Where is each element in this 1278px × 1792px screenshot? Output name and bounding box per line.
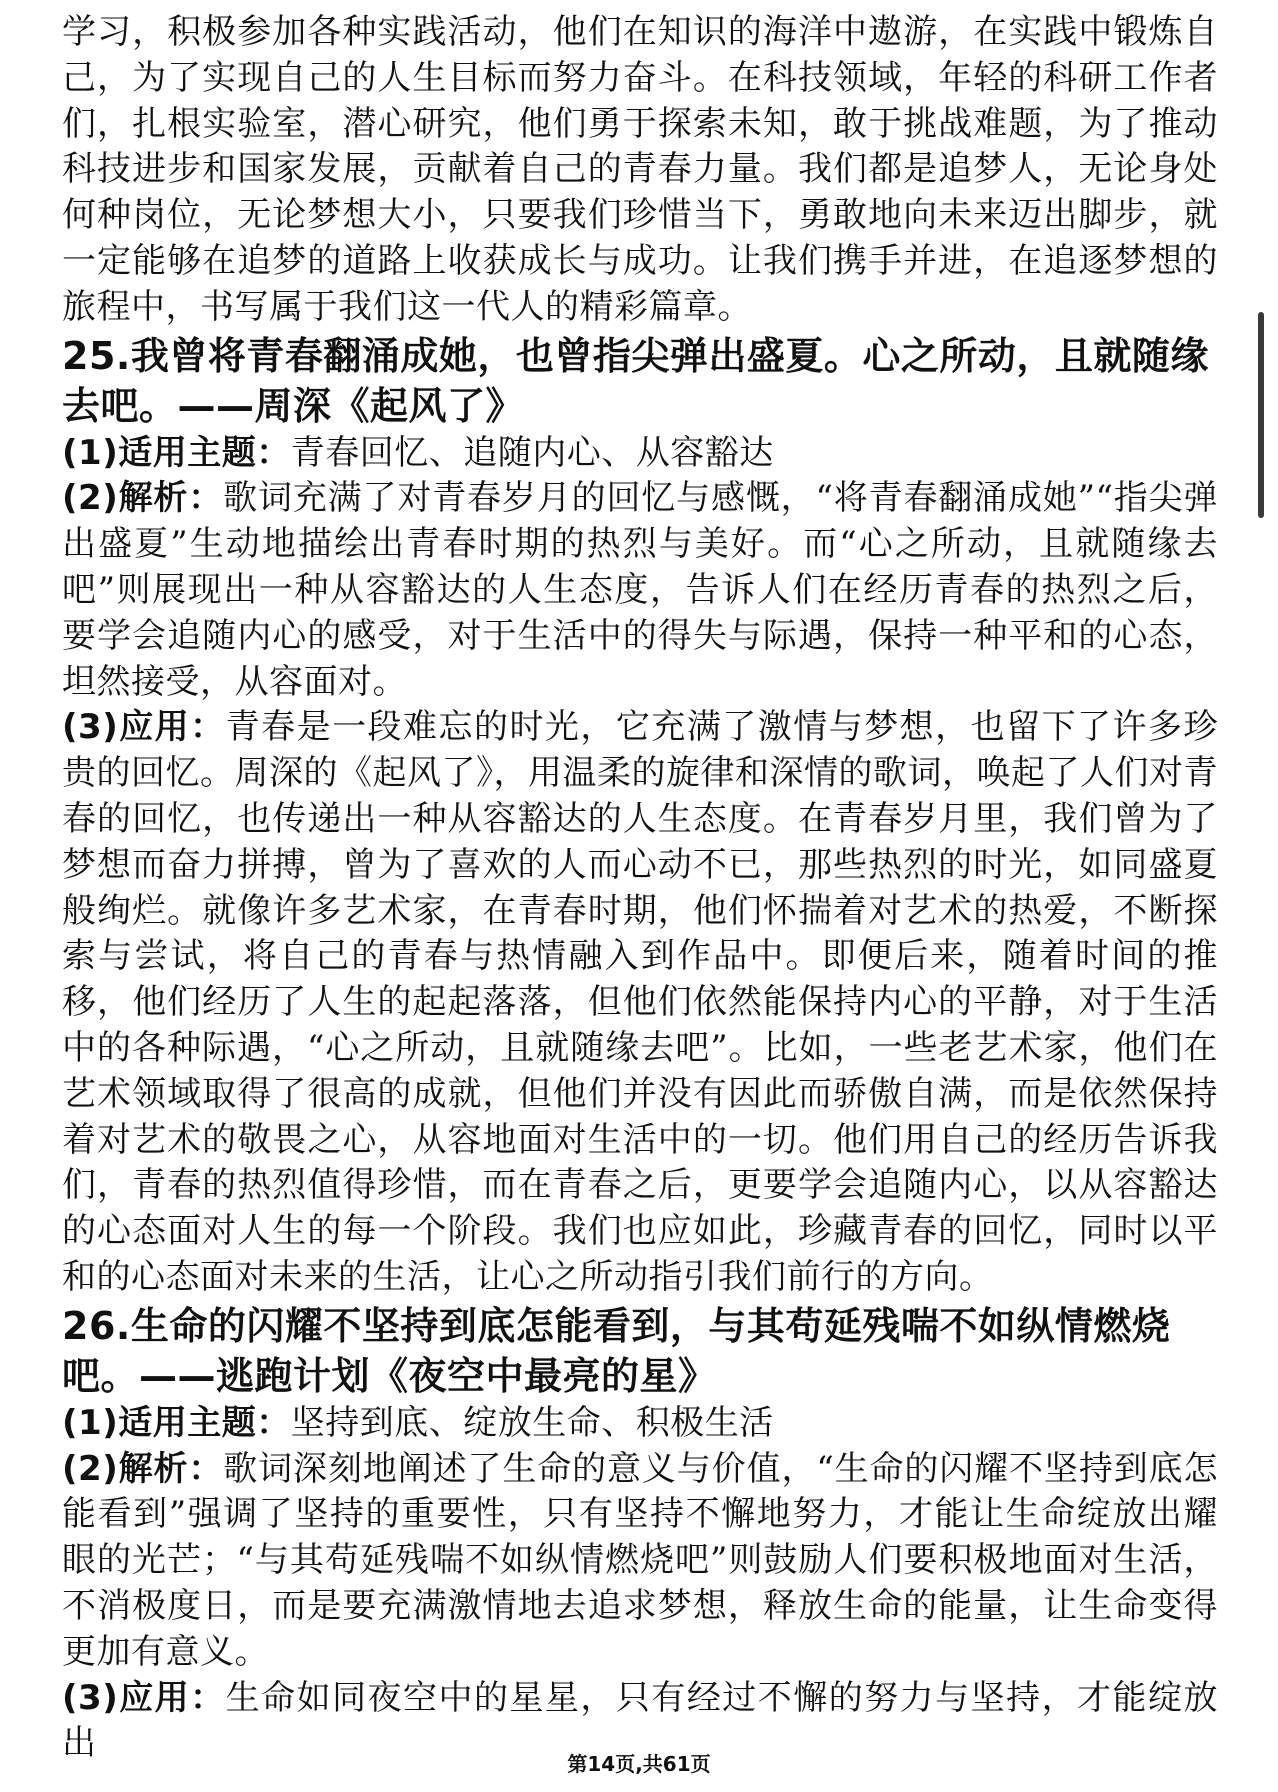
page-number-footer: 第14页,共61页 (567, 1752, 711, 1776)
application-text: 生命如同夜空中的星星，只有经过不懈的努力与坚持，才能绽放出 (62, 1677, 1218, 1764)
theme-label: (1)适用主题： (62, 432, 291, 473)
section-25-theme (62, 431, 1218, 477)
theme-text: 青春回忆、追随内心、从容豁达 (290, 432, 774, 473)
section-26-theme (62, 1401, 1218, 1447)
section-26-analysis (62, 1447, 1218, 1676)
analysis-label: (2)解析： (62, 478, 224, 519)
section-26 (62, 1301, 1218, 1767)
scrollbar[interactable] (1258, 312, 1264, 518)
document-page (62, 10, 1218, 1767)
section-25-analysis (62, 476, 1218, 705)
section-26-heading: 26.生命的闪耀不坚持到底怎能看到，与其苟延残喘不如纵情燃烧吧。——逃跑计划《夜空中最亮的星》 (62, 1303, 1171, 1398)
section-25-heading: 25.我曾将青春翻涌成她，也曾指尖弹出盛夏。心之所动，且就随缘去吧。——周深《起风了》 (62, 333, 1209, 428)
application-label: (3)应用： (62, 707, 226, 748)
application-label: (3)应用： (62, 1677, 226, 1718)
theme-text: 坚持到底、绽放生命、积极生活 (290, 1402, 774, 1443)
section-25 (62, 331, 1218, 1301)
application-text: 青春是一段难忘的时光，它充满了激情与梦想，也留下了许多珍贵的回忆。周深的《起风了》，用温柔的旋律和深情的歌词，唤起了人们对青春的回忆，也传递出一种从容豁达的人生态度。在青春岁月里，我们曾为了梦想而奋力拼搏，曾为了喜欢的人而心动不已，那些热烈的时光，如同盛夏般绚烂。就像许多艺术家，在青春时期，他们怀揣着对艺术的热爱，不断探索与尝试，将自己的青春与热情融入到作品中。即便后来，随着时间的推移，他们经历了人生的起起落落，但他们依然能保持内心的平静，对于生活中的各种际遇，“心之所动，且就随缘去吧”。比如，一些老艺术家，他们在艺术领域取得了很高的成就，但他们并没有因此而骄傲自满，而是依然保持着对艺术的敬畏之心，从容地面对生活中的一切。他们用自己的经历告诉我们，青春的热烈值得珍惜，而在青春之后，更要学会追随内心，以从容豁达的心态面对人生的每一个阶段。我们也应如此，珍藏青春的回忆，同时以平和的心态面对未来的生活，让心之所动指引我们前行的方向。 (62, 707, 1218, 1297)
analysis-label: (2)解析： (62, 1448, 224, 1489)
section-25-application (62, 705, 1218, 1300)
intro-continuation-paragraph: 学习，积极参加各种实践活动，他们在知识的海洋中遨游，在实践中锻炼自己，为了实现自己的人生目标而努力奋斗。在科技领域，年轻的科研工作者们，扎根实验室，潜心研究，他们勇于探索未知，敢于挑战难题，为了推动科技进步和国家发展，贡献着自己的青春力量。我们都是追梦人，无论身处何种岗位，无论梦想大小，只要我们珍惜当下，勇敢地向未来迈出脚步，就一定能够在追梦的道路上收获成长与成功。让我们携手并进，在追逐梦想的旅程中，书写属于我们这一代人的精彩篇章。 (62, 12, 1218, 327)
analysis-text: 歌词充满了对青春岁月的回忆与感慨，“将青春翻涌成她”“指尖弹出盛夏”生动地描绘出青春时期的热烈与美好。而“心之所动，且就随缘去吧”则展现出一种从容豁达的人生态度，告诉人们在经历青春的热烈之后，要学会追随内心的感受，对于生活中的得失与际遇，保持一种平和的心态，坦然接受，从容面对。 (62, 478, 1218, 702)
analysis-text: 歌词深刻地阐述了生命的意义与价值，“生命的闪耀不坚持到底怎能看到”强调了坚持的重要性，只有坚持不懈地努力，才能让生命绽放出耀眼的光芒；“与其苟延残喘不如纵情燃烧吧”则鼓励人们要积极地面对生活，不消极度日，而是要充满激情地去追求梦想，释放生命的能量，让生命变得更加有意义。 (62, 1448, 1218, 1672)
theme-label: (1)适用主题： (62, 1402, 291, 1443)
